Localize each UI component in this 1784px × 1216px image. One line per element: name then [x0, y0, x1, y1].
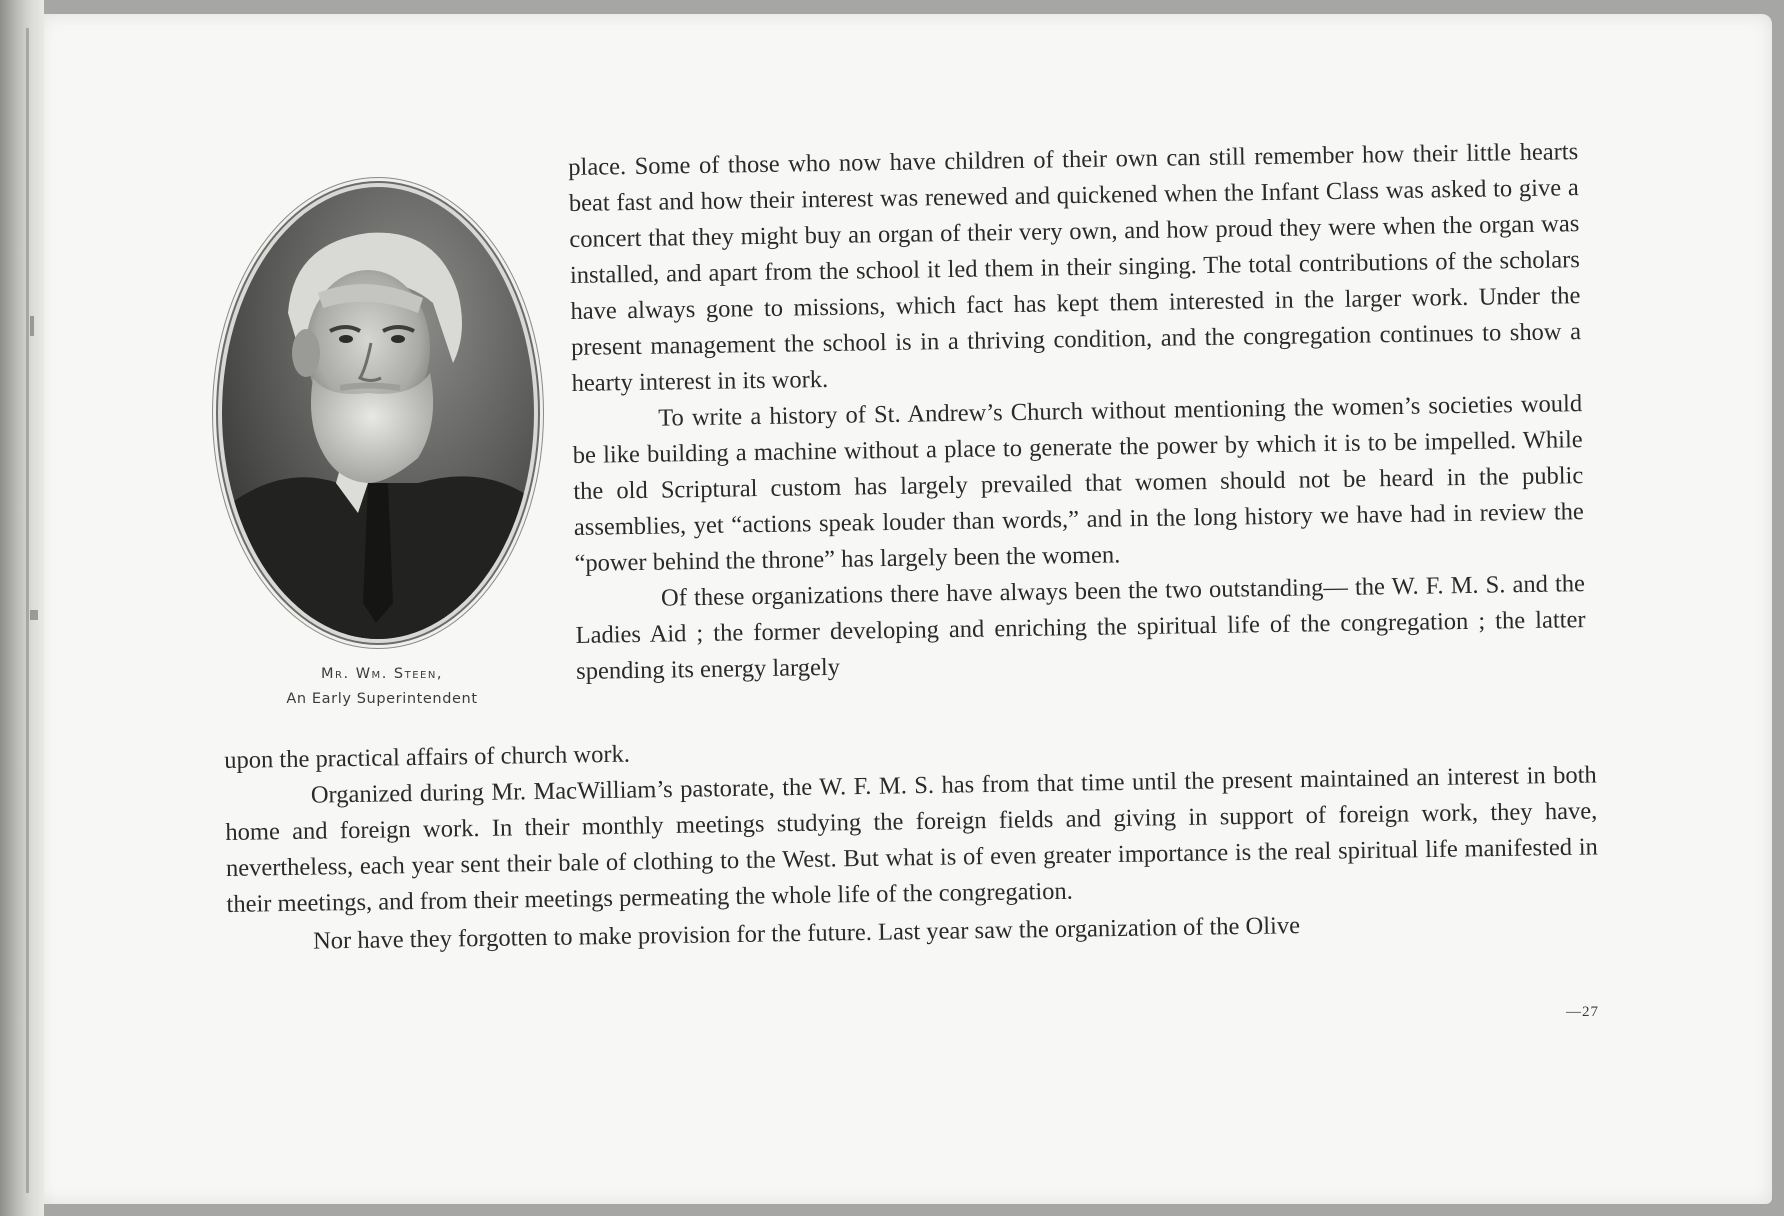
- portrait-image: [218, 183, 538, 643]
- paragraph: Nor have they forgotten to make provision for the future. Last year saw the organization of the Olive: [312, 912, 1301, 955]
- book-binding: [0, 0, 44, 1216]
- binding-edge: [26, 28, 29, 1193]
- portrait-caption: [262, 662, 502, 712]
- paragraph: place. Some of those who now have children of their own can still remember how their little hearts beat fast and how their interest was renewed and quickened when the Infant Class was asked to give a concert that they might buy an organ of their very own, and how proud they were when the organ was installed, and apart from the school it led them in their singing. The total contributions of the scholars have always gone to missions, which fact has kept them interested in the larger work. Under the present management the school is in a thriving condition, and the congregation continues to show a hearty interest in its work.: [568, 138, 1582, 397]
- page-number: —27: [1566, 1004, 1599, 1020]
- text-column-narrow: [568, 134, 1586, 690]
- paragraph: Of these organizations there have always been the two outstanding— the W. F. M. S. and the Ladies Aid ; the former developing and enriching the spiritual life of the congregation ; the latter spending its energy largely: [575, 570, 1586, 685]
- paragraph: To write a history of St. Andrew’s Church without mentioning the women’s societies would be like building a machine without a place to generate the power by which it is to be impelled. While the old Scriptural custom has largely prevailed that women should not be heard in the public assemblies, yet “actions speak louder than words,” and in the long history we have had in review the “power behind the throne” has largely been the women.: [572, 390, 1585, 577]
- paragraph: upon the practical affairs of church work.: [224, 740, 631, 774]
- caption-role: An Early Superintendent: [286, 691, 478, 707]
- binding-mark: [30, 316, 34, 336]
- paragraph: Organized during Mr. MacWilliam’s pastorate, the W. F. M. S. has from that time until the present maintained an interest in both home and foreign work. In their monthly meetings studying the foreign fields and giving in support of foreign work, they have, nevertheless, each year sent their bale of clothing to the West. But what is of even greater importance is the real spiritual life manifested in their meetings, and from their meetings permeating the whole life of the congregation.: [225, 761, 1599, 918]
- caption-name: Mr. Wm. Steen,: [321, 666, 443, 682]
- portrait-oval: [218, 183, 538, 643]
- text-column-wide: [224, 721, 1599, 961]
- binding-mark: [30, 610, 38, 620]
